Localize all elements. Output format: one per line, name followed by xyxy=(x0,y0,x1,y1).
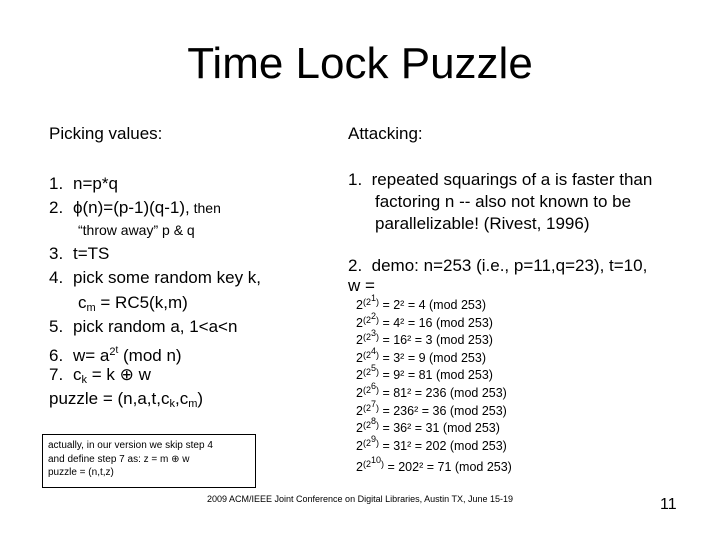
right-item-1-line-2: factoring n -- also not known to be xyxy=(375,192,632,211)
note-line-2: and define step 7 as: z = m ⊕ w xyxy=(48,453,190,465)
left-heading: Picking values: xyxy=(49,124,163,143)
left-item-1: 1. n=p*q xyxy=(49,174,118,193)
note-line-3: puzzle = (n,t,z) xyxy=(48,467,114,478)
left-item-7: 7. $c_k = k$ ⊕ w xyxy=(49,365,151,386)
left-item-4: 4. pick some random key k, xyxy=(49,268,262,287)
squaring-row: $2^{(2^{10})} = 202^2 = 71$ (mod 253) xyxy=(356,455,512,475)
right-item-1-line-3: parallelizable! (Rivest, 1996) xyxy=(375,214,590,233)
squaring-row: $2^{(2^9)} = 31^2 = 202$ (mod 253) xyxy=(356,433,507,453)
squaring-row: $2^{(2^2)} = 4^2 = 16$ (mod 253) xyxy=(356,310,493,330)
slide-footer: 2009 ACM/IEEE Joint Conference on Digital Libraries, Austin TX, June 15-19 xyxy=(206,494,513,504)
right-item-2: 2. demo: n=253 (i.e., p=11,q=23), t=10, xyxy=(348,256,648,275)
squaring-row: $2^{(2^3)} = 16^2 = 3$ (mod 253) xyxy=(356,328,493,348)
left-item-6: 6. $w= a^{2t}$ (mod n) xyxy=(49,345,182,365)
note-line-1: actually, in our version we skip step 4 xyxy=(48,440,213,451)
left-item-3: 3. t=TS xyxy=(49,244,110,263)
right-item-1: 1. repeated squarings of a is faster than xyxy=(348,170,653,189)
left-item-2: 2. ϕ(n)=(p-1)(q-1), then xyxy=(49,198,221,217)
right-heading: Attacking: xyxy=(348,124,423,143)
squaring-row: $2^{(2^4)} = 3^2 = 9$ (mod 253) xyxy=(356,345,486,365)
squaring-row: $2^{(2^6)} = 81^2 = 236$ (mod 253) xyxy=(356,380,507,400)
left-item-2-cont: “throw away” p & q xyxy=(78,222,195,238)
squaring-row: $2^{(2^5)} = 9^2 = 81$ (mod 253) xyxy=(356,363,493,383)
squaring-row: $2^{(2^7)} = 236^2 = 36$ (mod 253) xyxy=(356,398,507,418)
slide-title: Time Lock Puzzle xyxy=(187,39,533,88)
squarings-list xyxy=(356,293,512,477)
left-item-5: 5. pick random a, 1<a<n xyxy=(49,317,238,336)
left-item-4-cont: $c_m = RC5(k,m)$ xyxy=(78,293,188,314)
note-box xyxy=(42,434,256,488)
right-item-2-line-2: w = xyxy=(348,276,375,295)
left-puzzle-line: puzzle = $(n,a,t,c_k,c_m)$ xyxy=(49,389,204,410)
squaring-row: $2^{(2^8)} = 36^2 = 31$ (mod 253) xyxy=(356,416,500,436)
squaring-row: $2^{(2^1)} = 2^2 = 4$ (mod 253) xyxy=(356,293,486,312)
page-number: 11 xyxy=(660,496,677,513)
